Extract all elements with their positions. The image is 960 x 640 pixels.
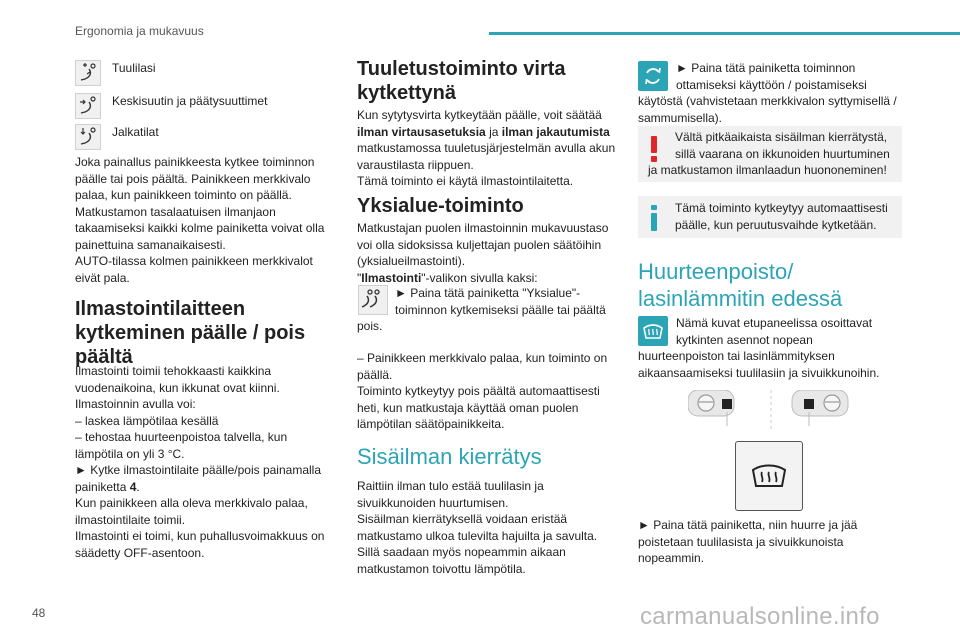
icon-item-windscreen: Tuulilasi (112, 61, 156, 75)
heading-ventilation: Tuuletustoiminto virta kytkettynä (357, 58, 566, 104)
page-number: 48 (32, 606, 46, 620)
icon-item-central-vents: Keskisuutin ja päätysuuttimet (112, 94, 268, 108)
running-header: Ergonomia ja mukavuus (75, 24, 204, 38)
windscreen-defrost-icon (638, 316, 668, 346)
info-icon (650, 204, 658, 232)
icon-item-footwell: Jalkatilat (112, 125, 159, 139)
distribution-paragraph: Joka painallus painikkeesta kytkee toiminnon päälle tai pois päältä. Painikkeen merkkivalo palaa, kun painikkeen toiminto on päällä. Matkustamon tasalaatuisen ilmanjaon takaamiseksi kaikki kolme painiketta voivat olla painettuina samanaikaisesti. AUTO-tilassa kolmen painikkeen merkkivalot eivät pala. (75, 155, 325, 285)
recirculation-instruction-rest: käytöstä (vahvistetaan merkkivalon syttymisellä / sammumisella). (638, 94, 897, 125)
ventilation-paragraph: Kun sytytysvirta kytkeytään päälle, voit säätää ilman virtausasetuksia ja ilman jakautumista matkustamossa tuuletusjärjestelmän avulla akun varaustilasta riippuen. Tämä toiminto ei käytä ilmastointilaitetta. (357, 108, 616, 188)
watermark: carmanualsonline.info (640, 603, 880, 630)
heading-ac-on-off: Ilmastointilaitteen kytkeminen päälle / pois päältä (75, 298, 306, 368)
defrost-paragraph-rest: huurteenpoiston tai lasinlämmityksen aikaansaamiseksi tuulilasiin ja sivuikkunoihin. (638, 349, 880, 380)
mono-zone-paragraph: Matkustajan puolen ilmastoinnin mukavuustaso voi olla sidoksissa kuljettajan puolen säätöihin (yksialueilmastointi). "Ilmastointi"-valikon sivulla kaksi: (357, 221, 609, 285)
warning-note: Vältä pitkäaikaista sisäilman kierrätystä, sillä vaarana on ikkunoiden huurtuminen ja matkustamon ilmanlaadun huononeminen! (638, 126, 902, 182)
defrost-press-paragraph: ► Paina tätä painiketta, niin huurre ja jää poistetaan tuulilasista ja sivuikkunoista nopeammin. (638, 518, 858, 565)
info-note: Tämä toiminto kytkeytyy automaattisesti päälle, kun peruutusvaihde kytketään. (638, 196, 902, 238)
heading-mono-zone: Yksialue-toiminto (357, 195, 524, 217)
recirculation-icon (638, 61, 668, 91)
heading-defrost: Huurteenpoisto/ lasinlämmitin edessä (638, 259, 843, 311)
heading-recirculation: Sisäilman kierrätys (357, 444, 542, 469)
defrost-paragraph-top: Nämä kuvat etupaneelissa osoittavat kytkinten asennot nopean (676, 316, 873, 347)
defrost-dial-illustration (688, 390, 854, 430)
footwell-vent-icon (75, 124, 101, 150)
mono-zone-instruction: ► Paina tätä painiketta "Yksialue"- toiminnon kytkemiseksi päälle tai päältä (395, 286, 606, 317)
header-accent-bar (489, 32, 960, 35)
recirculation-instruction: ► Paina tätä painiketta toiminnon ottamiseksi käyttöön / poistamiseksi (676, 61, 867, 92)
central-vent-icon (75, 93, 101, 119)
defrost-button-illustration (735, 441, 803, 511)
mono-zone-instruction-end: pois. (357, 319, 383, 333)
windscreen-vent-icon (75, 60, 101, 86)
mono-zone-icon (358, 285, 388, 315)
recirculation-paragraph: Raittiin ilman tulo estää tuulilasin ja sivuikkunoiden huurtumisen. Sisäilman kierrätyksellä voidaan eristää matkustamo ulkoa tulevilta hajuilta ja savulta. Sillä saadaan myös nopeammin aikaan matkustamon toivottu lämpötila. (357, 479, 598, 576)
ac-paragraph: Ilmastointi toimii tehokkaasti kaikkina vuodenaikoina, kun ikkunat ovat kiinni. Ilmastoinnin avulla voi: – laskea lämpötilaa kesällä – tehostaa huurteenpoistoa talvella, kun lämpötila on yli 3 °C. ► Kytke ilmastointilaite päälle/pois painamalla painiketta 4. Kun painikkeen alla oleva merkkivalo palaa, ilmastointilaite toimii. Ilmastointi ei toimi, kun puhallusvoimakkuus on säädetty OFF-asentoon. (75, 364, 325, 560)
mono-zone-status-paragraph: – Painikkeen merkkivalo palaa, kun toiminto on päällä. Toiminto kytkeytyy pois päältä automaattisesti heti, kun matkustaja käyttää oman puolen lämpötilan säätöpainikkeita. (357, 351, 608, 431)
warning-icon (650, 134, 658, 164)
